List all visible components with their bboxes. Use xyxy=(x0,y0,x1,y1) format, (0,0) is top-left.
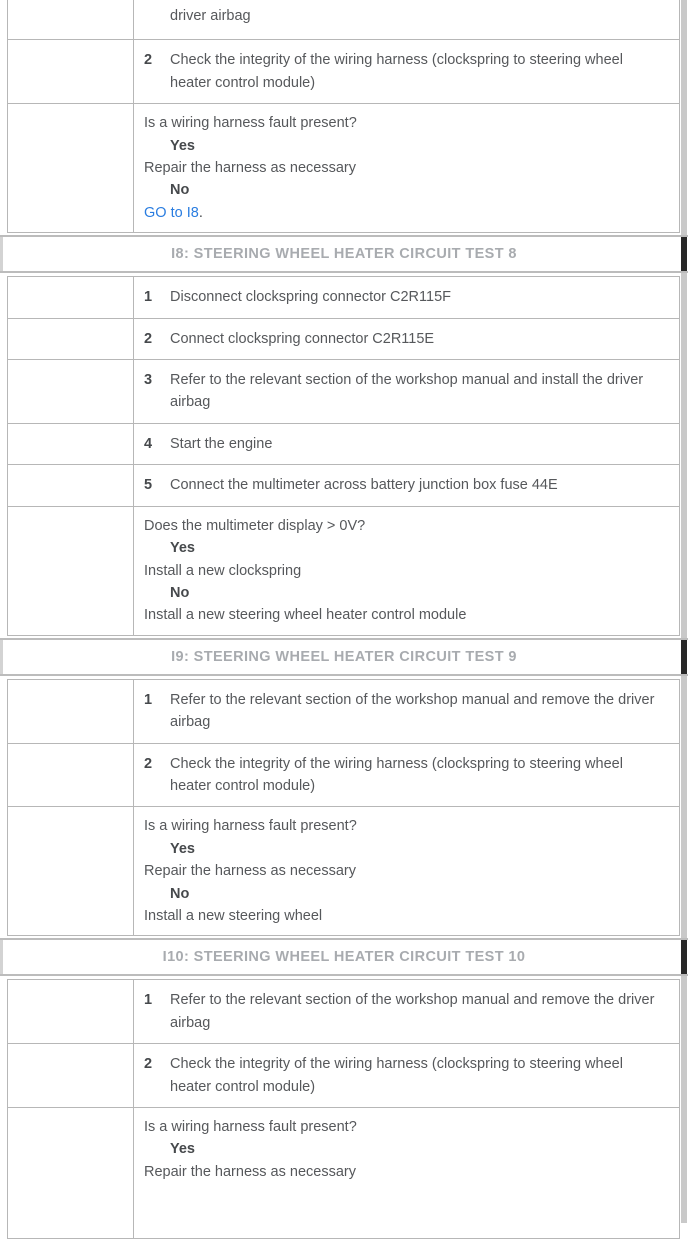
table-row xyxy=(8,1044,679,1108)
table-row xyxy=(8,980,679,1044)
table-row xyxy=(8,680,679,744)
step-number: 1 xyxy=(144,289,153,306)
table-content-cell xyxy=(134,744,679,807)
table-content-cell xyxy=(134,507,679,635)
table-left-cell xyxy=(8,360,134,423)
table-test10-partial xyxy=(7,979,680,1239)
scrollbar-section-mark xyxy=(681,237,687,271)
table-row-question xyxy=(8,1108,679,1238)
step-text-continued: driver airbag xyxy=(170,8,251,24)
step-text: Refer to the relevant section of the workshop manual and install the driver airbag xyxy=(170,372,644,411)
step-text: Check the integrity of the wiring harness (clockspring to steering wheel heater control module) xyxy=(170,52,623,91)
table-content-cell xyxy=(134,319,679,359)
link-suffix-period: . xyxy=(198,204,203,221)
yes-label: Yes xyxy=(170,137,195,154)
yes-action-text: Repair the harness as necessary xyxy=(144,863,356,880)
table-row-question xyxy=(8,807,679,935)
header-left-edge xyxy=(0,237,3,271)
yes-action-text: Install a new clockspring xyxy=(144,562,302,579)
yes-action-text: Repair the harness as necessary xyxy=(144,1163,356,1180)
step-number: 2 xyxy=(144,330,153,347)
table-content-cell xyxy=(134,360,679,423)
step-text: Disconnect clockspring connector C2R115F xyxy=(170,289,452,306)
table-row xyxy=(8,277,679,318)
step-number: 3 xyxy=(144,372,153,389)
step-number: 2 xyxy=(144,52,153,69)
table-left-cell xyxy=(8,40,134,103)
table-row xyxy=(8,319,679,360)
table-content-cell xyxy=(134,0,679,39)
step-text: Connect the multimeter across battery junction box fuse 44E xyxy=(170,477,558,494)
header-left-edge xyxy=(0,640,3,674)
step-number: 2 xyxy=(144,1056,153,1073)
step-number: 4 xyxy=(144,435,153,452)
table-left-cell xyxy=(8,807,134,935)
yes-action-text: Repair the harness as necessary xyxy=(144,160,356,177)
section-heading-i8 xyxy=(0,235,688,273)
section-heading-i10 xyxy=(0,938,688,976)
no-action-text: Install a new steering wheel heater control module xyxy=(144,607,467,624)
table-row-question xyxy=(8,104,679,232)
step-number: 1 xyxy=(144,691,153,708)
question-text: Does the multimeter display > 0V? xyxy=(144,517,366,534)
table-content-cell xyxy=(134,1044,679,1107)
scrollbar-section-mark xyxy=(681,940,687,974)
scrollbar-track[interactable] xyxy=(681,0,687,1223)
step-text: Start the engine xyxy=(170,435,273,452)
scrollbar-section-mark xyxy=(681,640,687,674)
section-heading-text: I10: STEERING WHEEL HEATER CIRCUIT TEST 10 xyxy=(162,949,526,966)
table-row xyxy=(8,40,679,104)
table-left-cell xyxy=(8,980,134,1043)
table-content-cell xyxy=(134,807,679,935)
section-heading-text: I9: STEERING WHEEL HEATER CIRCUIT TEST 9 xyxy=(171,648,517,665)
no-label: No xyxy=(170,182,190,199)
table-content-cell xyxy=(134,1108,679,1238)
step-number: 2 xyxy=(144,755,153,772)
header-left-edge xyxy=(0,940,3,974)
yes-label: Yes xyxy=(170,1141,195,1158)
section-heading-text: I8: STEERING WHEEL HEATER CIRCUIT TEST 8 xyxy=(171,246,517,263)
table-content-cell xyxy=(134,680,679,743)
table-row xyxy=(8,744,679,808)
section-heading-i9 xyxy=(0,638,688,676)
table-content-cell xyxy=(134,465,679,505)
table-left-cell xyxy=(8,465,134,505)
table-left-cell xyxy=(8,277,134,317)
step-text: Refer to the relevant section of the workshop manual and remove the driver airbag xyxy=(170,691,655,731)
table-content-cell xyxy=(134,424,679,464)
table-content-cell xyxy=(134,104,679,232)
question-text: Is a wiring harness fault present? xyxy=(144,115,357,132)
table-row-question xyxy=(8,507,679,635)
no-action-text: Install a new steering wheel xyxy=(144,907,323,924)
table-content-cell xyxy=(134,980,679,1043)
step-number: 5 xyxy=(144,477,153,494)
table-left-cell xyxy=(8,680,134,743)
table-left-cell xyxy=(8,0,134,39)
table-left-cell xyxy=(8,1108,134,1238)
table-left-cell xyxy=(8,424,134,464)
table-left-cell xyxy=(8,744,134,807)
step-text: Connect clockspring connector C2R115E xyxy=(170,330,435,347)
table-test9 xyxy=(7,679,680,937)
table-row xyxy=(8,465,679,506)
go-to-i8-link[interactable]: GO to I8 xyxy=(144,204,199,221)
yes-label: Yes xyxy=(170,840,195,857)
step-text: Check the integrity of the wiring harness (clockspring to steering wheel heater control module) xyxy=(170,755,623,794)
table-row xyxy=(8,424,679,465)
table-left-cell xyxy=(8,319,134,359)
no-label: No xyxy=(170,885,190,902)
table-left-cell xyxy=(8,104,134,232)
yes-label: Yes xyxy=(170,540,195,557)
step-text: Check the integrity of the wiring harness (clockspring to steering wheel heater control module) xyxy=(170,1056,623,1095)
step-text: Refer to the relevant section of the workshop manual and remove the driver airbag xyxy=(170,992,655,1031)
table-left-cell xyxy=(8,507,134,635)
table-test8 xyxy=(7,276,680,635)
table-content-cell xyxy=(134,40,679,103)
table-row xyxy=(8,360,679,424)
table-test7-partial xyxy=(7,0,680,233)
no-label: No xyxy=(170,584,190,601)
question-text: Is a wiring harness fault present? xyxy=(144,818,357,835)
step-number: 1 xyxy=(144,992,153,1009)
table-left-cell xyxy=(8,1044,134,1107)
table-content-cell xyxy=(134,277,679,317)
question-text: Is a wiring harness fault present? xyxy=(144,1119,357,1135)
table-row xyxy=(8,0,679,40)
